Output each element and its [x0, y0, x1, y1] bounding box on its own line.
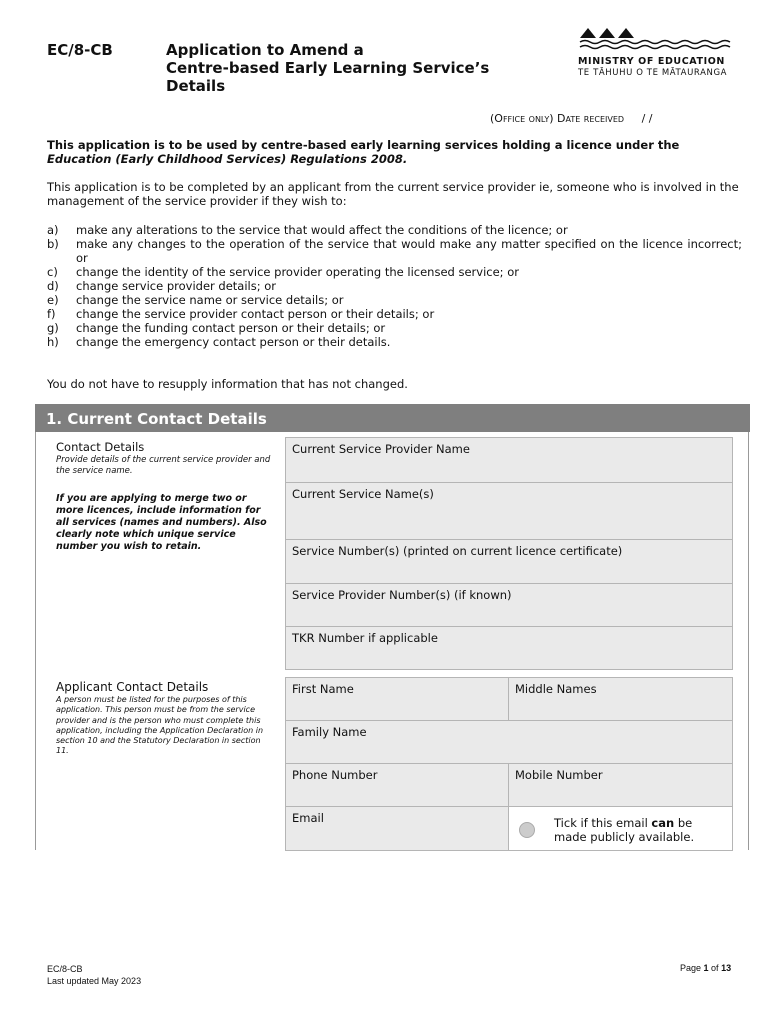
- field-label: Service Provider Number(s) (if known): [292, 588, 512, 602]
- list-item: [47, 223, 742, 237]
- phone-number-field[interactable]: [285, 763, 509, 807]
- list-item: [47, 293, 742, 307]
- logo-line-2: TE TĀHUHU O TE MĀTAURANGA: [578, 68, 728, 78]
- section-1-title: 1. Current Contact Details: [46, 410, 267, 428]
- intro-regulation: Education (Early Childhood Services) Regulations 2008.: [47, 152, 408, 166]
- applicant-label: Applicant Contact Details: [56, 680, 209, 694]
- list-letter: a): [47, 223, 59, 237]
- contact-details-sub: Provide details of the current service provider and the service name.: [56, 455, 271, 476]
- intro-bold: [47, 138, 742, 166]
- field-label: Family Name: [292, 725, 367, 739]
- list-letter: g): [47, 321, 59, 335]
- list-letter: e): [47, 293, 59, 307]
- list-letter: h): [47, 335, 59, 349]
- title-line-3: Details: [166, 77, 226, 95]
- email-field[interactable]: [285, 806, 509, 851]
- family-name-field[interactable]: [285, 720, 733, 764]
- list-text: change the service provider contact person or their details; or: [76, 307, 435, 321]
- mobile-number-field[interactable]: [508, 763, 733, 807]
- field-label: Middle Names: [515, 682, 597, 696]
- footer-left: [47, 963, 141, 987]
- merge-note: If you are applying to merge two or more licences, include information for all services (names and numbers). Also clearly note which unique service number you wish to retain.: [56, 493, 267, 552]
- list-letter: f): [47, 307, 56, 321]
- tick-text-b: can: [651, 816, 675, 830]
- applicant-sub: A person must be listed for the purposes of this application. This person must be from the service provider and is the person who must complete this application, including the Application Declaration in section 10 and the Statutory Declaration in section 11.: [56, 695, 264, 756]
- list-item: [47, 279, 742, 293]
- list-text: change the emergency contact person or their details.: [76, 335, 391, 349]
- contact-details-label: Contact Details: [56, 440, 145, 454]
- email-public-label: [554, 816, 724, 844]
- field-label: Current Service Name(s): [292, 487, 434, 501]
- intro-bold-text: This application is to be used by centre-based early learning services holding a licence under the: [47, 138, 680, 152]
- form-title: [166, 41, 526, 95]
- page-total: 13: [721, 963, 732, 973]
- middle-names-field[interactable]: [508, 677, 733, 721]
- logo-line-1: MINISTRY OF EDUCATION: [578, 56, 725, 67]
- field-label: Service Number(s) (printed on current licence certificate): [292, 544, 623, 558]
- list-item: [47, 321, 742, 335]
- current-provider-name-field[interactable]: [285, 437, 733, 483]
- tick-text-c: be made publicly available.: [554, 816, 695, 844]
- field-label: Email: [292, 811, 324, 825]
- contact-details-label-block: [56, 440, 276, 553]
- field-label: Phone Number: [292, 768, 378, 782]
- section-border-left: [35, 432, 36, 850]
- applicant-label-block: [56, 680, 274, 757]
- tick-text-a: Tick if this email: [554, 816, 652, 830]
- current-service-name-field[interactable]: [285, 482, 733, 540]
- office-date-received: [490, 112, 652, 125]
- field-label: TKR Number if applicable: [292, 631, 438, 645]
- footer-code: EC/8-CB: [47, 964, 83, 974]
- field-label: First Name: [292, 682, 354, 696]
- form-code: EC/8-CB: [47, 41, 113, 59]
- list-item: [47, 335, 742, 349]
- logo-mark-icon: [578, 26, 734, 52]
- list-item: [47, 237, 742, 265]
- intro-paragraph: This application is to be completed by an applicant from the current service provider ie, someone who is involved in the management of the service provider if they wish to:: [47, 180, 739, 208]
- amend-reasons-list: [47, 223, 742, 349]
- list-text: change the funding contact person or their details; or: [76, 321, 386, 335]
- list-text: change the identity of the service provider operating the licensed service; or: [76, 265, 519, 279]
- first-name-field[interactable]: [285, 677, 509, 721]
- page-text-b: of: [708, 963, 722, 973]
- service-number-field[interactable]: [285, 539, 733, 584]
- field-label: Current Service Provider Name: [292, 442, 470, 456]
- page-indicator: [680, 963, 731, 973]
- list-letter: b): [47, 237, 59, 251]
- ministry-logo: [578, 26, 738, 78]
- office-date: / /: [641, 112, 653, 125]
- footer-updated: Last updated May 2023: [47, 976, 142, 986]
- email-public-checkbox[interactable]: [519, 822, 535, 838]
- list-text: make any changes to the operation of the service that would make any matter specified on the licence incorrect; or: [76, 237, 742, 265]
- office-label-a: (Office only): [490, 112, 554, 125]
- list-letter: c): [47, 265, 58, 279]
- field-label: Mobile Number: [515, 768, 603, 782]
- email-public-option: [508, 806, 733, 851]
- list-item: [47, 265, 742, 279]
- tkr-number-field[interactable]: [285, 626, 733, 670]
- section-1-header: [35, 404, 750, 432]
- list-text: change service provider details; or: [76, 279, 277, 293]
- office-label-b: Date received: [557, 112, 625, 125]
- list-text: make any alterations to the service that would affect the conditions of the licence; or: [76, 223, 568, 237]
- page-text-a: Page: [680, 963, 704, 973]
- list-letter: d): [47, 279, 59, 293]
- title-line-1: Application to Amend a: [166, 41, 364, 59]
- title-line-2: Centre-based Early Learning Service’s: [166, 59, 490, 77]
- list-text: change the service name or service details; or: [76, 293, 344, 307]
- page-number: 1: [703, 963, 709, 973]
- list-item: [47, 307, 742, 321]
- section-border-right: [748, 432, 749, 850]
- resupply-note: You do not have to resupply information that has not changed.: [47, 377, 408, 391]
- service-provider-number-field[interactable]: [285, 583, 733, 627]
